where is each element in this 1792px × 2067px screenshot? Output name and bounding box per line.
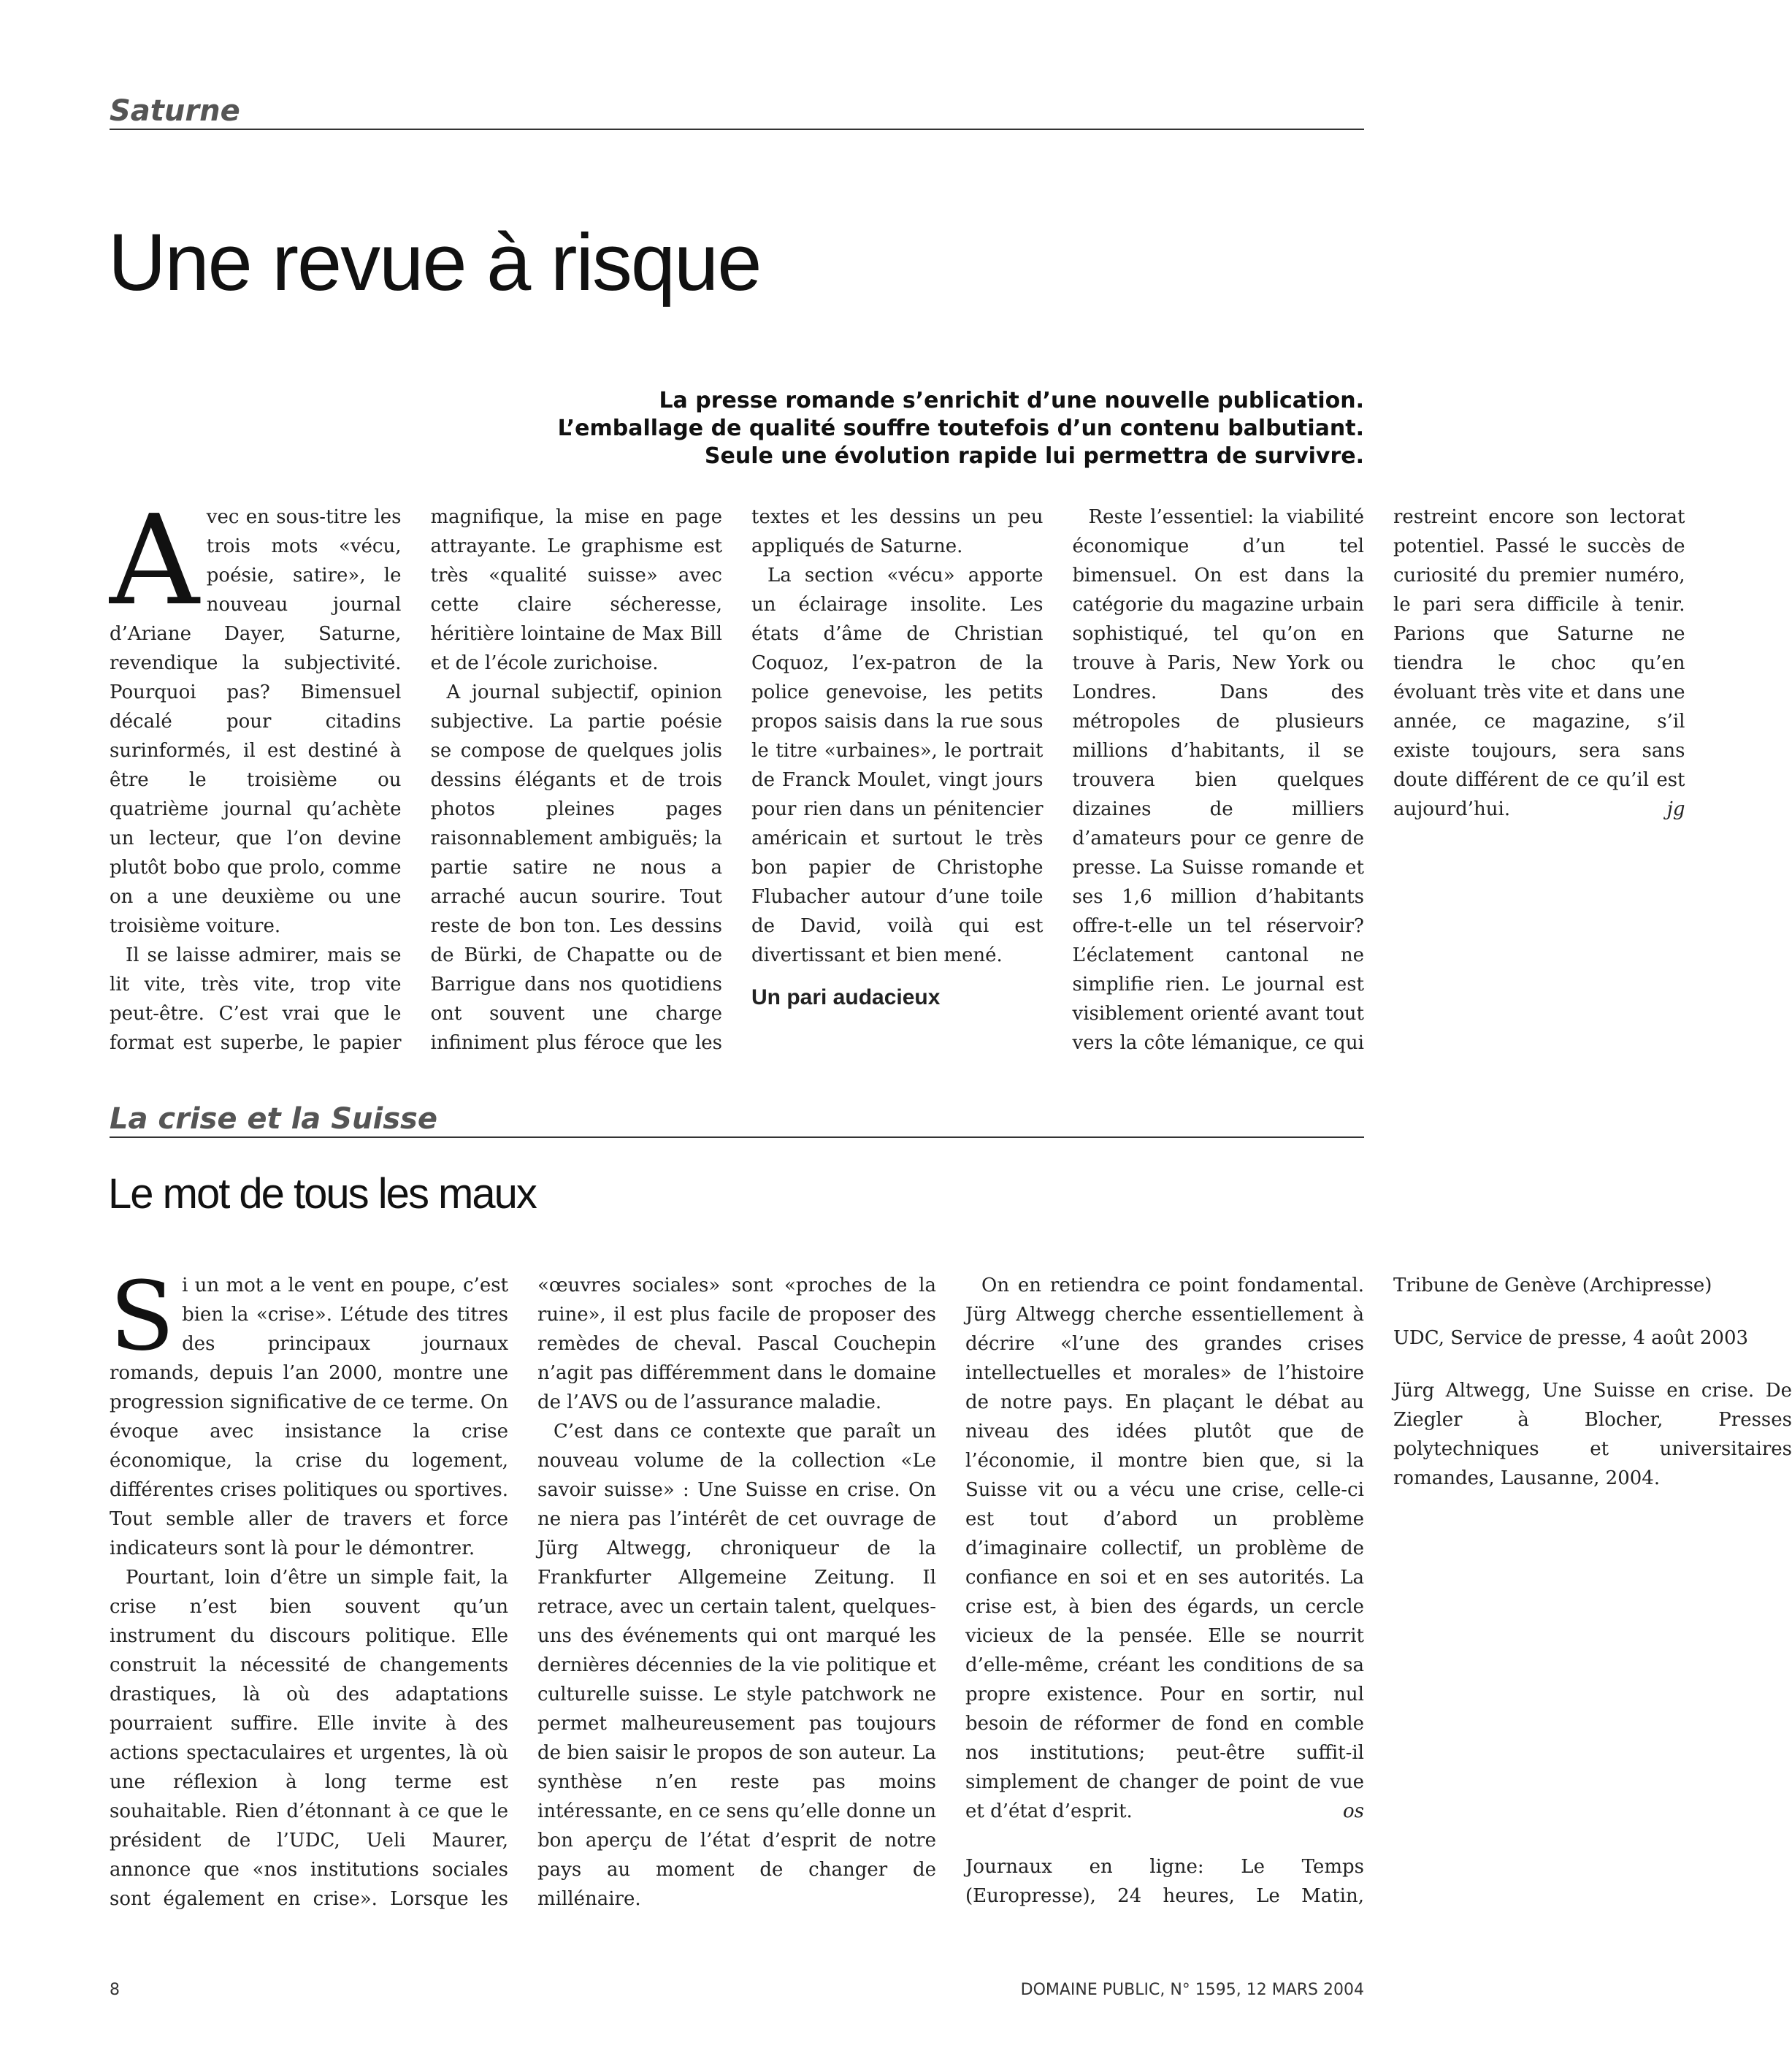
publication-info: DOMAINE PUBLIC, N° 1595, 12 MARS 2004 [1020,1981,1364,1999]
body-paragraph: La section «vécu» apporte un éclairage insolite. Les états d’âme de Christian Coquoz, l’ex-patron de la police genevoise, les petits propos saisis dans la rue sous le titre «urbaines», le portrait de Franck Moulet, vingt jours pour rien dans un pénitencier américain et surtout le très bon papier de Christophe Flubacher autour d’une toile de David, voilà qui est divertissant et bien mené. [751,565,1044,966]
article-body [110,489,1685,1065]
article-body [110,1261,1792,1928]
body-paragraph: Si un mot a le vent en poupe, c’est bien la «crise». L’étude des titres des principaux journaux romands, depuis l’an 2000, montre une progression significative de ce terme. On évoque avec insistance la crise économique, la crise du logement, différentes crises politiques ou sportives. Tout semble aller de travers et force indicateurs sont là pour le démontrer. [110,1261,508,1559]
reference-item: Journaux en ligne: Le Temps (Europresse), 24 heures, Le Matin, Tribune de Genève (Archipresse) [965,1275,1712,1907]
body-paragraph: A journal subjectif, opinion subjective. La partie poésie se compose de quelques jolis dessins élégants et de trois photos pleines pages raisonnablement ambiguës; la partie satire ne nous a arraché aucun sourire. Tout reste de bon ton. Les dessins de Bürki, de Chapatte ou de Barrigue dans nos quotidiens ont souvent une charge infiniment plus féroce que les textes et les dessins un peu appliqués de Saturne. [430,506,1044,1054]
reference-item: Jürg Altwegg, Une Suisse en crise. De Ziegler à Blocher, Presses polytechniques et universitaires romandes, Lausanne, 2004. [1393,1380,1792,1489]
drop-cap: A [110,489,199,633]
body-paragraph: Pourtant, loin d’être un simple fait, la crise n’est bien souvent qu’un instrument du discours politique. Elle construit la nécessité de changements drastiques, là où des adaptations pourraient suffire. Elle invite à des actions spectaculaires et urgentes, là où une réflexion à long terme est souhaitable. Rien d’étonnant à ce que le président de l’UDC, Ueli Maurer, annonce que «nos institutions sociales sont également en crise». Lorsque les «œuvres sociales» sont «proches de la ruine», il est plus facile de proposer des remèdes de cheval. Pascal Couchepin n’agit pas différemment dans le domaine de l’AVS ou de l’assurance maladie. [110,1275,936,1910]
body-paragraph: Il se laisse admirer, mais se lit vite, très vite, trop vite peut-être. C’est vrai que le format est superbe, le papier magnifique, la mise en page attrayante. Le graphisme est très «qualité suisse» avec cette claire sécheresse, héritière lointaine de Max Bill et de l’école zurichoise. [110,506,722,1054]
article-lead [558,387,1364,470]
lead-line: La presse romande s’enrichit d’une nouvelle publication. [659,388,1364,413]
body-paragraph: On en retiendra ce point fondamental. Jürg Altwegg cherche essentiellement à décrire «l’une des grandes crises intellectuelles et morales» de l’histoire de notre pays. En plaçant le débat au niveau des idées plutôt que de l’économie, il montre bien que, si la Suisse vit ou a vécu une crise, celle-ci est tout d’abord un problème d’imaginaire collectif, un problème de confiance en soi et en ses autorités. La crise est, à bien des égards, un cercle vicieux de la pensée. Elle se nourrit d’elle-même, créant les conditions de sa propre existence. Pour en sortir, nul besoin de réformer de fond en comble nos institutions; peut-être suffit-il simplement de changer de point de vue et d’état d’esprit. os [965,1271,1364,1826]
body-paragraph: Reste l’essentiel: la viabilité économique d’un tel bimensuel. On est dans la catégorie du magazine urbain sophistiqué, tel qu’on en trouve à Paris, New York ou Londres. Dans des métropoles de plusieurs millions d’habitants, il se trouvera bien quelques dizaines de milliers d’amateurs pour ce genre de presse. La Suisse romande et ses 1,6 million d’habitants offre-t-elle un tel réservoir? L’éclatement cantonal ne simplifie rien. Le journal est visiblement orienté avant tout vers la côte lémanique, ce qui restreint encore son lectorat potentiel. Passé le succès de curiosité du premier numéro, le pari sera difficile à tenir. Parions que Saturne ne tiendra le choc qu’en évoluant très vite et dans une année, ce magazine, s’il existe toujours, sera sans doute différent de ce qu’il est aujourd’hui. jg [1072,506,1685,1054]
body-paragraph: Avec en sous-titre les trois mots «vécu, poésie, satire», le nouveau journal d’Ariane Dayer, Saturne, revendique la subjectivité. Pourquoi pas? Bimensuel décalé pour citadins surinformés, il est destiné à être le troisième ou quatrième journal qu’achète un lecteur, que l’on devine plutôt bobo que prolo, comme on a une deuxième ou une troisième voiture. [110,489,402,937]
drop-cap: S [110,1261,175,1372]
article-title: Une revue à risque [108,218,761,307]
lead-line: Seule une évolution rapide lui permettra de survivre. [704,443,1364,469]
page-number: 8 [110,1981,120,1999]
body-paragraph: C’est dans ce contexte que paraît un nouveau volume de la collection «Le savoir suisse» : Une Suisse en crise. On ne niera pas l’intérêt de cet ouvrage de Jürg Altwegg, chroniqueur de la Frankfurter Allgemeine Zeitung. Il retrace, avec un certain talent, quelques-uns des événements qui ont marqué les dernières décennies de la vie politique et culturelle suisse. Le style patchwork ne permet malheureusement pas toujours de bien saisir le propos de son auteur. La synthèse n’en reste pas moins intéressante, en ce sens qu’elle donne un bon aperçu de l’état d’esprit de notre pays au moment de changer de millénaire. [537,1421,936,1910]
author-signature: os [1343,1800,1364,1822]
reference-item: UDC, Service de presse, 4 août 2003 [1393,1327,1749,1349]
author-signature: jg [1666,798,1685,820]
article-title: Le mot de tous les maux [108,1170,536,1218]
section-heading-saturne: Saturne [110,95,1364,130]
lead-line: L’emballage de qualité souffre toutefois d’un contenu balbutiant. [557,416,1364,441]
subheading: Un pari audacieux [751,985,941,1009]
section-heading-crise: La crise et la Suisse [110,1103,1364,1138]
